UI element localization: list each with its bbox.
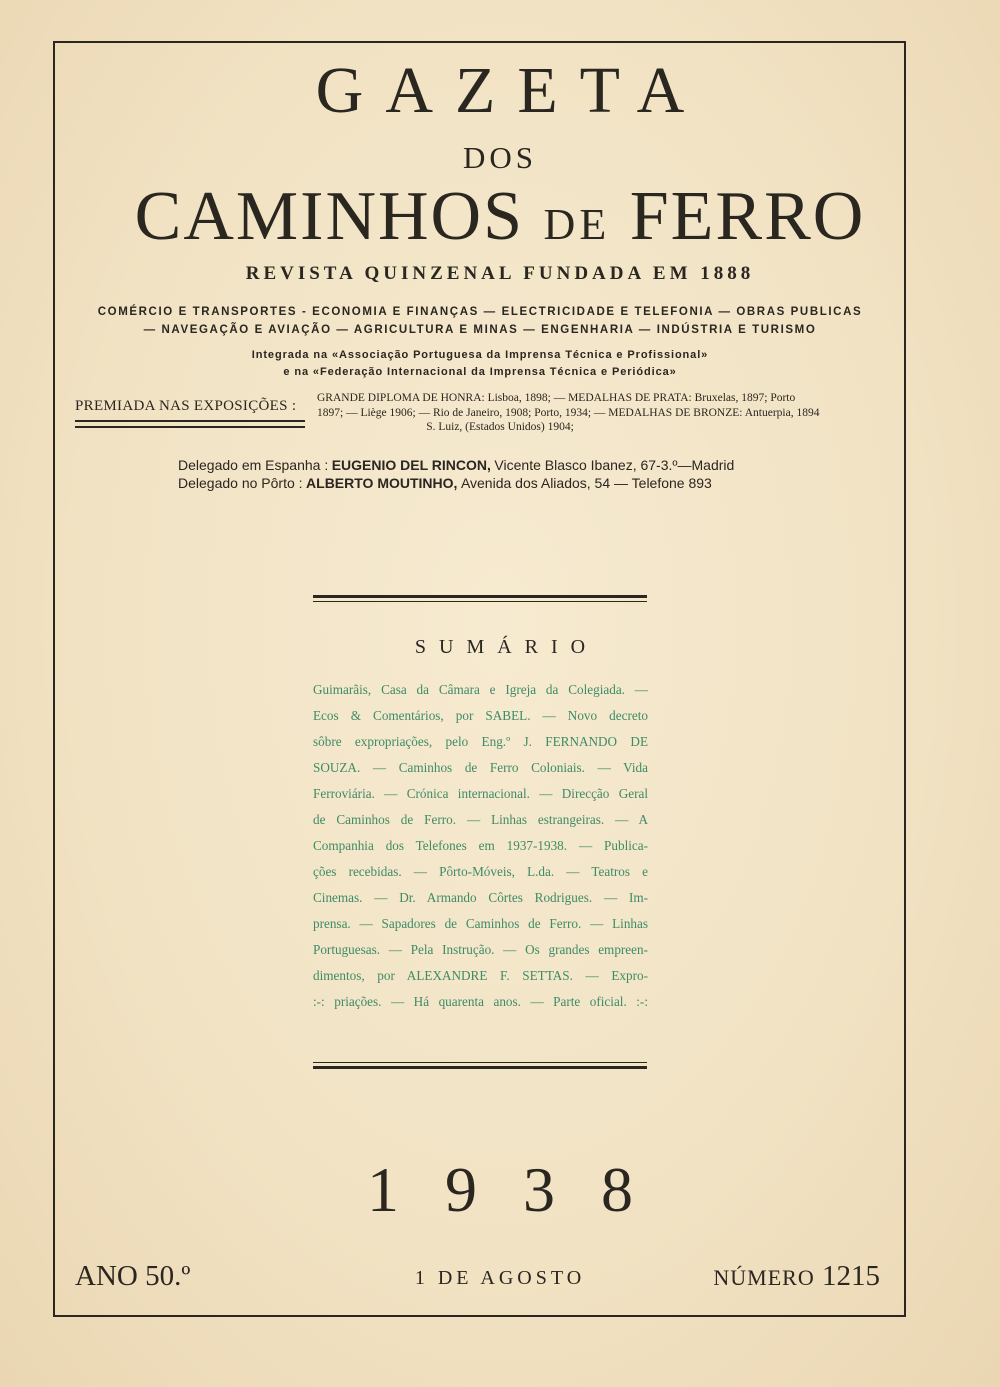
masthead-ferro: FERRO [629,178,866,255]
summary-heading: SUMÁRIO [414,636,599,658]
summary-line: Guimarãis, Casa da Câmara e Igreja da Colegiada. — [313,682,648,697]
summary-line: Companhia dos Telefones em 1937-1938. — Publica- [313,838,648,853]
premiada-line-1: GRANDE DIPLOMA DE HONRA: Lisboa, 1898; — MEDALHAS DE PRATA: Bruxelas, 1897; Porto [317,392,796,404]
delegado-espanha [178,458,734,474]
issue-number [713,1262,880,1291]
summary-rule-top-thick [313,595,647,598]
summary-line: prensa. — Sapadores de Caminhos de Ferro. — Linhas [313,916,648,931]
issue-year: 1938 [367,1154,679,1225]
delegado-espanha-label: Delegado em Espanha : [178,457,329,473]
issue-number-value: 1215 [822,1260,880,1292]
summary-rule-bottom-thick [313,1066,647,1069]
integrada-line-1: Integrada na «Associação Portuguesa da Imprensa Técnica e Profissional» [251,349,709,361]
summary-line: sôbre expropriações, pelo Eng.º J. FERNANDO DE [313,734,648,749]
premiada-line-3: S. Luiz, (Estados Unidos) 1904; [426,421,574,433]
premiada-line-2: 1897; — Liège 1906; — Rio de Janeiro, 1908; Porto, 1934; — MEDALHAS DE BRONZE: Antuerpia, 1894 [317,407,820,419]
delegado-espanha-name: EUGENIO DEL RINCON, [331,457,491,473]
masthead-de: DE [543,200,611,249]
integrada-block [60,347,900,381]
summary-rule-top-thin [313,601,647,602]
topics-line-1: COMÉRCIO E TRANSPORTES - ECONOMIA E FINANÇAS — ELECTRICIDADE E TELEFONIA — OBRAS PUBLICAS [97,306,863,318]
topics-block [60,303,900,339]
masthead-caminhos: CAMINHOS [134,178,525,255]
masthead-title: GAZETA [315,54,707,127]
integrada-line-2: e na «Federação Internacional da Imprensa Técnica e Periódica» [283,366,677,378]
delegado-porto-label: Delegado no Pôrto : [178,475,303,491]
summary-line: Ecos & Comentários, por SABEL. — Novo decreto [313,708,648,723]
summary-line: dimentos, por ALEXANDRE F. SETTAS. — Expro- [313,968,648,983]
issue-year-volume: ANO 50.º [75,1260,191,1292]
summary-line: :-: priações. — Há quarenta anos. — Parte oficial. :-: [313,994,648,1009]
summary-line: Portuguesas. — Pela Instrução. — Os grandes empreen- [313,942,648,957]
summary-line: Ferroviária. — Crónica internacional. — Direcção Geral [313,786,648,801]
masthead-caminhos-de-ferro [0,178,1000,255]
summary-line: Cinemas. — Dr. Armando Côrtes Rodrigues. — Im- [313,890,648,905]
topics-line-2: — NAVEGAÇÃO E AVIAÇÃO — AGRICULTURA E MINAS — ENGENHARIA — INDÚSTRIA E TURISMO [143,324,817,336]
masthead-dos: DOS [462,140,537,175]
delegado-porto [178,476,712,492]
summary-line: de Caminhos de Ferro. — Linhas estrangeiras. — A [313,812,648,827]
premiada-label: PREMIADA NAS EXPOSIÇÕES : [75,398,297,414]
issue-date: 1 DE AGOSTO [414,1267,586,1289]
delegado-porto-address: Avenida dos Aliados, 54 — Telefone 893 [460,475,712,491]
delegado-porto-name: ALBERTO MOUTINHO, [306,475,458,491]
issue-number-label: NÚMERO [713,1265,815,1290]
masthead-subtitle: REVISTA QUINZENAL FUNDADA EM 1888 [245,263,755,284]
summary-contents [313,677,648,1015]
summary-line: SOUZA. — Caminhos de Ferro Coloniais. — Vida [313,760,648,775]
summary-rule-bottom-thin [313,1062,647,1063]
summary-line: ções recebidas. — Pôrto-Móveis, L.da. — Teatros e [313,864,648,879]
delegado-espanha-address: Vicente Blasco Ibanez, 67-3.º—Madrid [494,457,735,473]
